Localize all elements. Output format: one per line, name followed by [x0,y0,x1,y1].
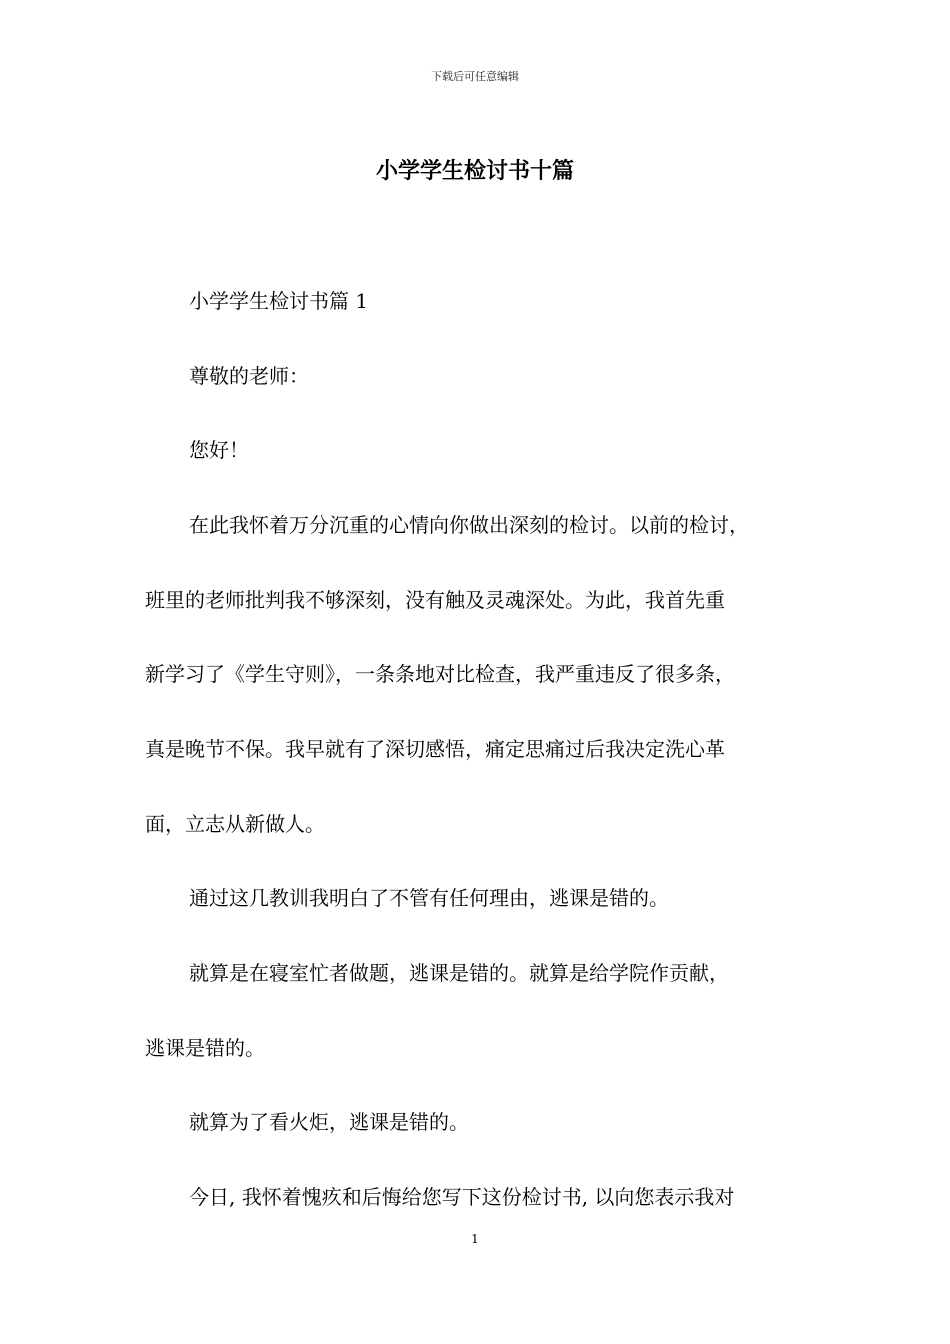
page-number: 1 [471,1232,479,1246]
paragraph-line: 就算是在寝室忙者做题，逃课是错的。就算是给学院作贡献， [189,961,729,985]
paragraph-line: 通过这几教训我明白了不管有任何理由，逃课是错的。 [189,886,669,910]
paragraph-line: 面，立志从新做人。 [145,812,325,836]
document-title: 小学学生检讨书十篇 [375,158,574,184]
section-heading: 小学学生检讨书篇 1 [189,289,369,313]
paragraph-line: 新学习了《学生守则》，一条条地对比检查，我严重违反了很多条， [145,662,735,686]
salutation: 尊敬的老师： [189,364,309,388]
paragraph-line: 今日, 我怀着愧疚和后悔给您写下这份检讨书, 以向您表示我对 [189,1185,735,1209]
greeting: 您好！ [189,438,249,462]
paragraph-line: 就算为了看火炬，逃课是错的。 [189,1110,469,1134]
paragraph-line: 真是晚节不保。我早就有了深切感悟，痛定思痛过后我决定洗心革 [145,737,725,761]
paragraph-line: 班里的老师批判我不够深刻，没有触及灵魂深处。为此，我首先重 [145,588,725,612]
page-header: 下载后可任意编辑 [431,70,519,83]
paragraph-line: 逃课是错的。 [145,1036,265,1060]
paragraph-line: 在此我怀着万分沉重的心情向你做出深刻的检讨。以前的检讨， [189,513,749,537]
